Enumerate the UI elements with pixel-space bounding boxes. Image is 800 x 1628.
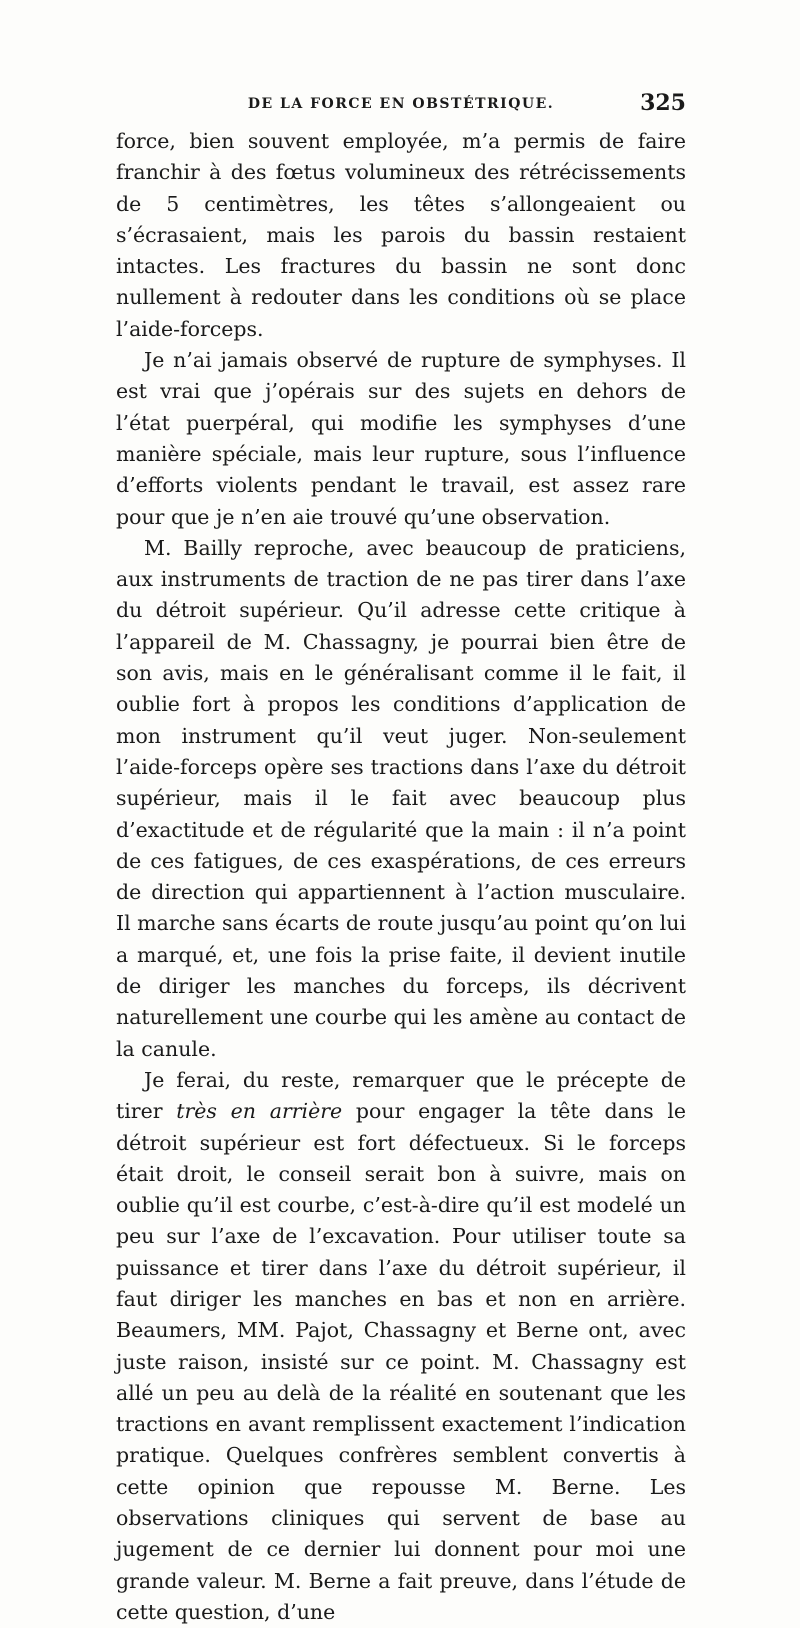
running-header [116,92,686,118]
paragraph-2-text: Je n’ai jamais observé de rupture de symphyses. Il est vrai que j’opérais sur des sujets en dehors de l’état puerpéral, qui modifie les symphyses d’une manière spéciale, mais leur rupture, sous l’influence d’efforts violents pendant le travail, est assez rare pour que je n’en aie trouvé qu’une observation. [116,348,686,529]
paragraph-4-rest: pour engager la tête dans le détroit supérieur est fort défectueux. Si le forceps était droit, le conseil serait bon à suivre, mais on oublie qu’il est courbe, c’est-à-dire qu’il est modelé un peu sur l’axe de l’excavation. Pour utiliser toute sa puissance et tirer dans l’axe du détroit supérieur, il faut diriger les manches en bas et non en arrière. Beaumers, MM. Pajot, Chassagny et Berne ont, avec juste raison, insisté sur ce point. M. Chassagny est allé un peu au delà de la réalité en soutenant que les tractions en avant remplissent exactement l’indication pratique. Quelques confrères semblent convertis à cette opinion que repousse M. Berne. Les observations cliniques qui servent de base au jugement de ce dernier lui donnent pour moi une grande valeur. M. Berne a fait preuve, dans l’étude de cette question, d’une [116,1099,687,1624]
paragraph-4-emphasis: très en arrière [176,1099,343,1124]
paragraph-4 [116,1065,686,1628]
running-title: DE LA FORCE EN OBSTÉTRIQUE. [247,96,555,112]
paragraph-2 [116,345,686,533]
book-page [116,92,686,1628]
paragraph-3 [116,533,686,1065]
paragraph-1: force, bien souvent employée, m’a permis de faire franchir à des fœtus volumineux des rétrécissements de 5 centimètres, les têtes s’allongeaient ou s’écrasaient, mais les parois du bassin restaient intactes. Les fractures du bassin ne sont donc nullement à redouter dans les conditions où se place l’aide-forceps. [116,129,686,341]
paragraph-4-start: Je ferai, du reste, remarquer que le précepte de tirer [116,1067,686,1124]
page-number: 325 [640,90,686,116]
paragraph-3-text: M. Bailly reproche, avec beaucoup de praticiens, aux instruments de traction de ne pas tirer dans l’axe du détroit supérieur. Qu’il adresse cette critique à l’appareil de M. Chassagny, je pourrai bien être de son avis, mais en le généralisant comme il le fait, il oublie fort à propos les conditions d’application de mon instrument qu’il veut juger. Non-seulement l’aide-forceps opère ses tractions dans l’axe du détroit supérieur, mais il le fait avec beaucoup plus d’exactitude et de régularité que la main : il n’a point de ces fatigues, de ces exaspérations, de ces erreurs de direction qui appartiennent à l’action musculaire. Il marche sans écarts de route jusqu’au point qu’on lui a marqué, et, une fois la prise faite, il devient inutile de diriger les manches du forceps, ils décrivent naturellement une courbe qui les amène au contact de la canule. [116,535,686,1061]
